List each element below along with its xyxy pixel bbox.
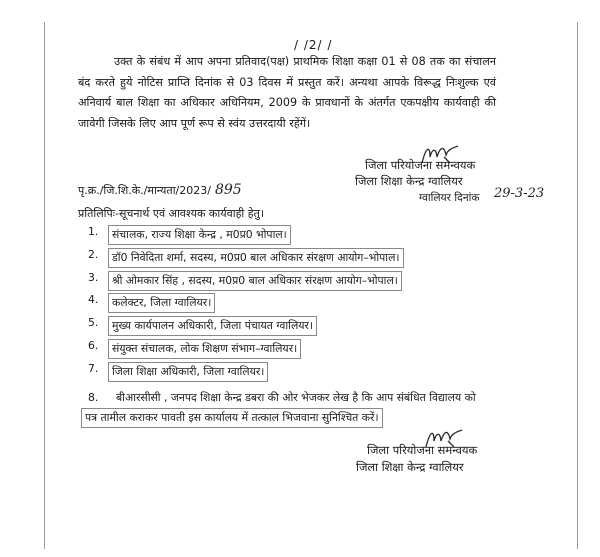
item-8-line-2: पत्र तामील कराकर पावती इस कार्यालय में तत्काल भिजवाना सुनिश्चित करें। [81, 408, 383, 428]
date-label: ग्वालियर दिनांक [419, 192, 480, 204]
handwritten-date: 29-3-23 [494, 186, 545, 201]
reference-number [78, 182, 242, 198]
item-8-line-1: बीआरसीसी , जनपद शिक्षा केन्द्र डबरा की ओर भेजकर लेख है कि आप संबंधित विद्यालय को [116, 391, 476, 404]
designation-2: जिला परियोजना समन्वयक [367, 443, 478, 457]
item-number: 8. [88, 391, 99, 404]
signature-block-1 [355, 157, 476, 189]
item-number: 3. [88, 271, 99, 284]
item-text: डॉ0 निवेदिता शर्मा, सदस्य, म0प्र0 बाल अधिकार संरक्षण आयोग–भोपाल। [108, 248, 404, 268]
designation-1: जिला परियोजना समन्वयक [365, 158, 476, 172]
item-text: श्री ओमकार सिंह , सदस्य, म0प्र0 बाल अधिकार संरक्षण आयोग–भोपाल। [108, 271, 402, 291]
item-text: जिला शिक्षा अधिकारी, जिला ग्वालियर। [108, 362, 268, 382]
office-2: जिला शिक्षा केन्द्र ग्वालियर [356, 460, 464, 474]
item-number: 1. [88, 225, 99, 238]
page-number: / /2/ / [294, 38, 333, 52]
item-number: 5. [88, 316, 99, 329]
item-text: कलेक्टर, जिला ग्वालियर। [108, 293, 215, 313]
body-paragraph: उक्त के संबंध में आप अपना प्रतिवाद(पक्ष) प्राथमिक शिक्षा कक्षा 01 से 08 तक का संचालन बंद करते हुये नोटिस प्राप्ति दिनांक से 03 दिवस में प्रस्तुत करें। अन्यथा आपके विरूद्ध निःशुल्क एवं अनिवार्य बाल शिक्षा का अधिकार अधिनियम, 2009 के प्रावधानों के अंतर्गत एकपक्षीय कार्यवाही की जावेगी जिसके लिए आप पूर्ण रूप से स्वंय उत्तरदायी रहेंगें। [78, 55, 496, 130]
item-number: 2. [88, 248, 99, 261]
item-text: संयुक्त संचालक, लोक शिक्षण संभाग–ग्वालियर। [108, 339, 301, 359]
signature-block-2 [352, 442, 477, 476]
item-text: मुख्य कार्यपालन अधिकारी, जिला पंचायत ग्वालियर। [108, 316, 317, 336]
letter-body [78, 52, 496, 134]
item-number: 6. [88, 339, 99, 352]
office-1: जिला शिक्षा केन्द्र ग्वालियर [355, 174, 463, 188]
copy-to-heading: प्रतिलिपिः-सूचनार्थ एवं आवश्यक कार्यवाही हेतु। [78, 207, 265, 220]
item-text: संचालक, राज्य शिक्षा केन्द्र , म0प्र0 भोपाल। [108, 225, 291, 245]
reference-prefix: पृ.क्र./जि.शि.के./मान्यता/2023/ [78, 184, 211, 197]
handwritten-reference-number: 895 [214, 182, 242, 198]
item-number: 4. [88, 293, 99, 306]
item-number: 7. [88, 362, 99, 375]
